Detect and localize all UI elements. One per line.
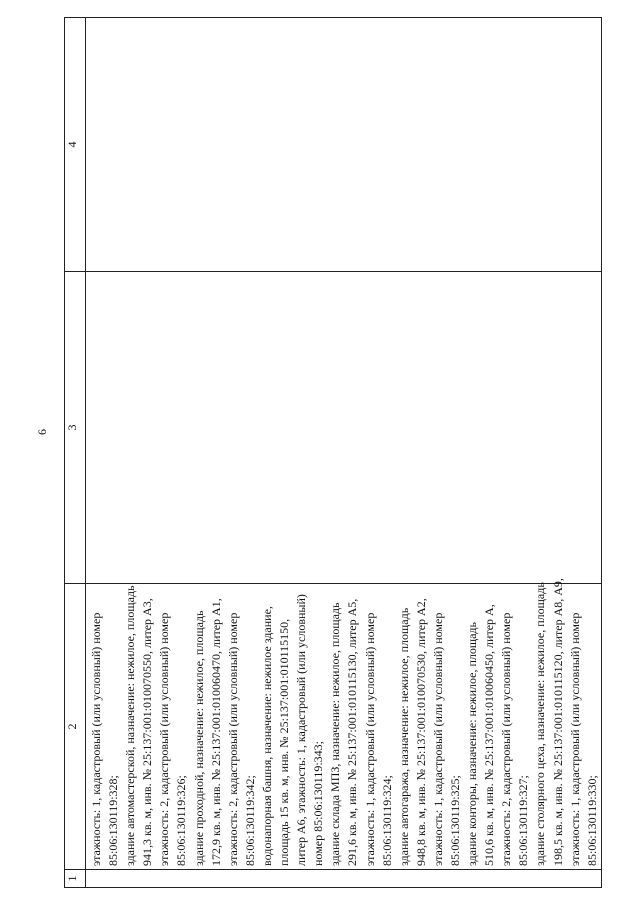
description-line: площадь 15 кв. м, инв. № 25:137:001:010115150, bbox=[277, 618, 292, 866]
description-line: здание автомастерской, назначение: нежилое, площадь bbox=[123, 585, 138, 866]
description-line: литер А6, этажность: 1, кадастровый (или условный) bbox=[294, 594, 309, 866]
description-line: 85:06:130119:330; bbox=[584, 775, 599, 866]
cell-col-2 bbox=[86, 578, 602, 870]
description-line: 85:06:130119:325; bbox=[447, 775, 462, 866]
description-line: 510,6 кв. м, инв. № 25:137:001:010060450, литер А, bbox=[482, 604, 497, 866]
description-line: 85:06:130119:326; bbox=[174, 775, 189, 866]
description-line: 172,9 кв. м, инв. № 25:137:001:010060470, литер А1, bbox=[208, 598, 223, 866]
description-line: водонапорная башня, назначение: нежилое здание, bbox=[259, 606, 274, 866]
description-line: этажность: 1, кадастровый (или условный) номер bbox=[430, 612, 445, 866]
table-wrapper bbox=[64, 18, 599, 888]
property-table bbox=[64, 17, 602, 888]
header-col-2: 2 bbox=[65, 584, 86, 870]
header-col-3: 3 bbox=[65, 272, 86, 584]
description-line: здание проходной, назначение: нежилое, площадь bbox=[191, 610, 206, 866]
description-line: здание автогаража, назначение: нежилое, площадь bbox=[396, 607, 411, 866]
cell-col-3 bbox=[86, 272, 602, 584]
description-line: 948,8 кв. м, инв. № 25:137:001:010070530, литер А2, bbox=[413, 598, 428, 866]
description-line: этажность: 1, кадастровый (или условный) номер bbox=[89, 612, 103, 866]
description-line: 941,3 кв. м, инв. № 25:137:001:010070550, литер А3, bbox=[140, 598, 155, 866]
description-line: 85:06:130119:324; bbox=[379, 775, 394, 866]
description-line: 85:06:130119:327; bbox=[516, 775, 531, 866]
table-row bbox=[86, 18, 602, 888]
cell-col-1 bbox=[86, 870, 602, 888]
rotated-table bbox=[64, 18, 599, 888]
description-line: 291,6 кв. м, инв. № 25:137:001:010115130, литер А5, bbox=[345, 598, 360, 866]
table-header-row bbox=[65, 18, 86, 888]
description-line: этажность: 2, кадастровый (или условный) номер bbox=[225, 612, 240, 866]
description-line: этажность: 2, кадастровый (или условный) номер bbox=[157, 612, 172, 866]
header-col-4: 4 bbox=[65, 18, 86, 272]
description-line: здание конторы, назначение: нежилое, площадь bbox=[465, 621, 480, 866]
description-line: здание склада МПЗ, назначение: нежилое, площадь bbox=[328, 602, 343, 866]
page-number: 6 bbox=[34, 429, 49, 435]
description-line: 85:06:130119:342; bbox=[242, 775, 257, 866]
description-line: здание столярного цеха, назначение: нежилое, площадь bbox=[533, 582, 548, 866]
description-line: номер 85:06:130119:343; bbox=[311, 740, 326, 866]
description-line: 85:06:130119:328; bbox=[106, 775, 121, 866]
header-col-1: 1 bbox=[65, 870, 86, 888]
description-line: этажность: 1, кадастровый (или условный) номер bbox=[362, 612, 377, 866]
description-line: этажность: 2, кадастровый (или условный) номер bbox=[499, 612, 514, 866]
property-description bbox=[86, 578, 601, 869]
description-line: 198,5 кв. м, инв. № 25:137:001:010115120, литер А8, А9, bbox=[550, 578, 565, 866]
description-line: этажность: 1, кадастровый (или условный) номер bbox=[567, 612, 582, 866]
cell-col-4 bbox=[86, 18, 602, 272]
